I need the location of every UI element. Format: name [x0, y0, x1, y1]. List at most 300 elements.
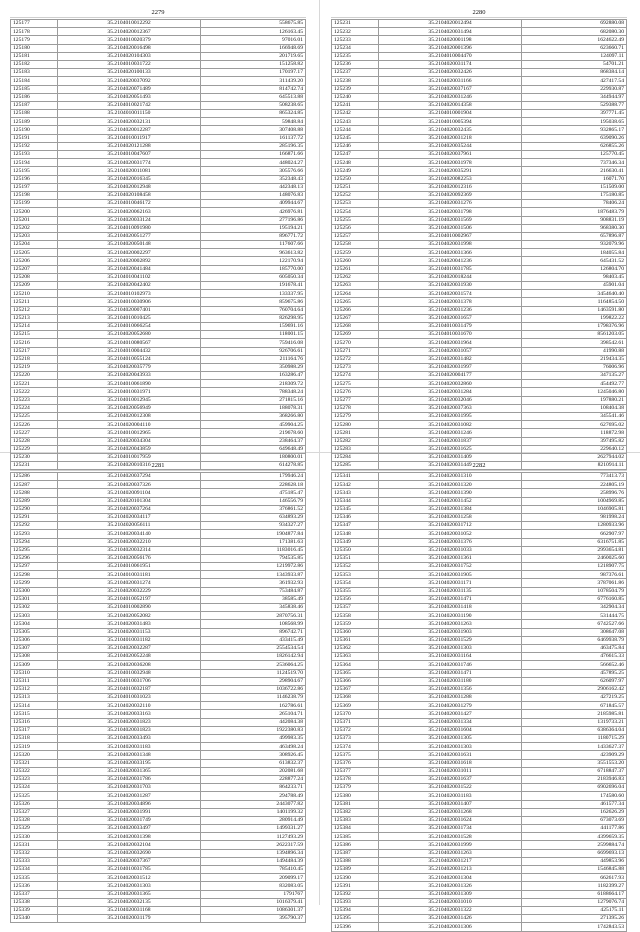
- amount-cell: 350988.29: [201, 363, 306, 371]
- page-number: 2279: [10, 8, 306, 18]
- amount-cell: 1546845.88: [522, 866, 627, 874]
- amount-cell: 963613.82: [201, 249, 306, 257]
- row-number-cell: 125328: [11, 816, 58, 824]
- amount-cell: 108568.99: [201, 620, 306, 628]
- amount-cell: 133337.95: [201, 290, 306, 298]
- table-row: [11, 85, 306, 93]
- table-row: [332, 282, 627, 290]
- account-code-cell: 35.2104010052197: [58, 595, 201, 603]
- table-row: [332, 306, 627, 314]
- account-code-cell: 35.2104020031522: [379, 784, 522, 792]
- table-row: [332, 644, 627, 652]
- amount-cell: 345541.46: [522, 413, 627, 421]
- amount-cell: 463475.84: [522, 644, 627, 652]
- amount-cell: 457895.25: [522, 669, 627, 677]
- table-row: [11, 126, 306, 134]
- table-row: [332, 825, 627, 833]
- account-code-cell: 35.2104020032131: [58, 118, 201, 126]
- amount-cell: 773413.73: [522, 473, 627, 481]
- amount-cell: 932865.17: [522, 126, 627, 134]
- table-row: [332, 388, 627, 396]
- amount-cell: 277196.86: [201, 216, 306, 224]
- amount-cell: 673073.69: [522, 816, 627, 824]
- row-number-cell: 125283: [332, 445, 379, 453]
- account-code-cell: 35.2104020056949: [58, 404, 201, 412]
- amount-cell: 271815.16: [201, 396, 306, 404]
- table-row: [332, 473, 627, 481]
- table-row: [11, 505, 306, 513]
- amount-cell: 148076.83: [201, 191, 306, 199]
- table-row: [11, 751, 306, 759]
- amount-cell: 307408.88: [201, 126, 306, 134]
- account-code-cell: 35.2104010012292: [58, 20, 201, 28]
- table-row: [11, 522, 306, 530]
- row-number-cell: 125380: [332, 792, 379, 800]
- account-code-cell: 35.2104010055124: [58, 355, 201, 363]
- table-row: [332, 538, 627, 546]
- amount-cell: 645513.88: [201, 93, 306, 101]
- table-row: [332, 134, 627, 142]
- amount-cell: 6469938.79: [522, 636, 627, 644]
- account-code-cell: 35.2104010031785: [58, 866, 201, 874]
- table-row: [332, 183, 627, 191]
- table-row: [332, 445, 627, 453]
- account-code-cell: 35.2104020031418: [379, 604, 522, 612]
- amount-cell: 627695.02: [522, 421, 627, 429]
- table-row: [11, 849, 306, 857]
- row-number-cell: 125180: [11, 44, 58, 52]
- account-code-cell: 35.2104020031258: [379, 513, 522, 521]
- table-row: [332, 604, 627, 612]
- amount-cell: 197880.21: [522, 396, 627, 404]
- row-number-cell: 125309: [11, 661, 58, 669]
- row-number-cell: 125197: [11, 183, 58, 191]
- amount-cell: 1183016.45: [201, 546, 306, 554]
- table-row: [332, 363, 627, 371]
- row-number-cell: 125316: [11, 718, 58, 726]
- table-row: [332, 620, 627, 628]
- table-row: [332, 481, 627, 489]
- table-row: [11, 489, 306, 497]
- table-row: [332, 216, 627, 224]
- amount-cell: 41990.88: [522, 347, 627, 355]
- row-number-cell: 125271: [332, 347, 379, 355]
- amount-cell: 926706.61: [201, 347, 306, 355]
- table-row: [332, 331, 627, 339]
- account-code-cell: 35.2104020004110: [58, 421, 201, 429]
- table-row: [11, 726, 306, 734]
- amount-cell: 308926.45: [201, 751, 306, 759]
- amount-cell: 211164.76: [201, 355, 306, 363]
- account-code-cell: 35.2104020031052: [379, 530, 522, 538]
- table-row: [11, 554, 306, 562]
- account-code-cell: 35.2104020031905: [379, 571, 522, 579]
- account-code-cell: 35.2104020031082: [379, 421, 522, 429]
- page-number: 2281: [10, 461, 306, 471]
- account-code-cell: 35.2104010020379: [58, 36, 201, 44]
- account-code-cell: 35.2104020031529: [379, 636, 522, 644]
- table-row: [11, 52, 306, 60]
- amount-cell: 118001.15: [201, 331, 306, 339]
- amount-cell: 2536064.25: [201, 661, 306, 669]
- row-number-cell: 125228: [11, 437, 58, 445]
- table-row: [332, 882, 627, 890]
- account-code-cell: 35.2104020031903: [379, 628, 522, 636]
- row-number-cell: 125232: [332, 28, 379, 36]
- account-code-cell: 35.2104020034896: [58, 800, 201, 808]
- account-code-cell: 35.2104020031712: [379, 522, 522, 530]
- row-number-cell: 125349: [332, 538, 379, 546]
- row-number-cell: 125307: [11, 644, 58, 652]
- row-number-cell: 125373: [332, 735, 379, 743]
- row-number-cell: 125393: [332, 898, 379, 906]
- amount-cell: 162626.29: [522, 808, 627, 816]
- row-number-cell: 125389: [332, 866, 379, 874]
- row-number-cell: 125356: [332, 595, 379, 603]
- account-code-cell: 35.2104020032229: [58, 587, 201, 595]
- account-code-cell: 35.2104020031631: [379, 751, 522, 759]
- account-code-cell: 35.2104010031706: [58, 677, 201, 685]
- account-code-cell: 35.2104020018244: [379, 273, 522, 281]
- table-row: [11, 481, 306, 489]
- amount-cell: 117607.66: [201, 241, 306, 249]
- account-code-cell: 35.2104010047607: [58, 151, 201, 159]
- amount-cell: 395790.37: [201, 915, 306, 923]
- account-code-cell: 35.2104020031304: [379, 874, 522, 882]
- row-number-cell: 125362: [332, 644, 379, 652]
- account-code-cell: 35.2104020031326: [379, 882, 522, 890]
- table-row: [332, 85, 627, 93]
- account-code-cell: 35.2104020012308: [58, 413, 201, 421]
- row-number-cell: 125292: [11, 522, 58, 530]
- amount-cell: 1004969.85: [522, 497, 627, 505]
- table-row: [332, 710, 627, 718]
- table-row: [332, 151, 627, 159]
- table-row: [332, 685, 627, 693]
- table-row: [332, 429, 627, 437]
- page-number: 2280: [331, 8, 627, 18]
- row-number-cell: 125279: [332, 413, 379, 421]
- table-row: [332, 191, 627, 199]
- account-code-cell: 35.2104020062163: [58, 208, 201, 216]
- table-row: [332, 265, 627, 273]
- table-row: [11, 322, 306, 330]
- account-code-cell: 35.2104020104303: [58, 52, 201, 60]
- table-row: [11, 306, 306, 314]
- row-number-cell: 125193: [11, 151, 58, 159]
- amount-cell: 1182399.27: [522, 882, 627, 890]
- amount-cell: 166871.66: [201, 151, 306, 159]
- row-number-cell: 125334: [11, 866, 58, 874]
- row-number-cell: 125379: [332, 784, 379, 792]
- row-number-cell: 125230: [11, 453, 58, 461]
- table-row: [11, 421, 306, 429]
- table-row: [332, 554, 627, 562]
- account-code-cell: 35.2104020033124: [58, 216, 201, 224]
- table-row: [11, 620, 306, 628]
- amount-cell: 448024.27: [201, 159, 306, 167]
- amount-cell: 294788.49: [201, 792, 306, 800]
- amount-cell: 2627944.02: [522, 453, 627, 461]
- table-row: [11, 101, 306, 109]
- table-row: [11, 167, 306, 175]
- amount-cell: 6902696.04: [522, 784, 627, 792]
- amount-cell: 2443077.82: [201, 800, 306, 808]
- ledger-table: [10, 472, 306, 923]
- row-number-cell: 125265: [332, 298, 379, 306]
- amount-cell: 1180715.29: [522, 735, 627, 743]
- amount-cell: 1876483.79: [522, 208, 627, 216]
- row-number-cell: 125227: [11, 429, 58, 437]
- amount-cell: 151258.82: [201, 60, 306, 68]
- account-code-cell: 35.2104020014358: [379, 101, 522, 109]
- table-row: [11, 612, 306, 620]
- table-row: [11, 743, 306, 751]
- table-row: [332, 77, 627, 85]
- row-number-cell: 125266: [332, 306, 379, 314]
- table-row: [11, 28, 306, 36]
- amount-cell: 908831.19: [522, 216, 627, 224]
- table-row: [332, 421, 627, 429]
- account-code-cell: 35.2104010005394: [379, 118, 522, 126]
- amount-cell: 344944.97: [522, 93, 627, 101]
- amount-cell: 125770.45: [522, 151, 627, 159]
- table-row: [332, 743, 627, 751]
- account-code-cell: 35.2104020031190: [379, 612, 522, 620]
- account-code-cell: 35.2104010002967: [379, 232, 522, 240]
- account-code-cell: 35.2104020031398: [58, 833, 201, 841]
- amount-cell: 397771.45: [522, 110, 627, 118]
- account-code-cell: 35.2104020043859: [58, 445, 201, 453]
- amount-cell: 626097.97: [522, 677, 627, 685]
- table-row: [11, 183, 306, 191]
- row-number-cell: 125381: [332, 800, 379, 808]
- account-code-cell: 35.2104020031409: [379, 453, 522, 461]
- account-code-cell: 35.2104020101304: [58, 497, 201, 505]
- table-row: [11, 314, 306, 322]
- row-number-cell: 125200: [11, 208, 58, 216]
- account-code-cell: 35.2104020100133: [58, 69, 201, 77]
- account-code-cell: 35.2104020036208: [58, 661, 201, 669]
- table-row: [332, 36, 627, 44]
- table-row: [11, 857, 306, 865]
- table-row: [332, 784, 627, 792]
- account-code-cell: 35.2104020031348: [58, 751, 201, 759]
- row-number-cell: 125182: [11, 60, 58, 68]
- row-number-cell: 125281: [332, 429, 379, 437]
- amount-cell: 2185985.81: [522, 710, 627, 718]
- account-code-cell: 35.2104020031384: [379, 505, 522, 513]
- table-row: [332, 20, 627, 28]
- row-number-cell: 125215: [11, 331, 58, 339]
- account-code-cell: 35.2104020031174: [379, 60, 522, 68]
- account-code-cell: 35.2104010031670: [379, 331, 522, 339]
- account-code-cell: 35.2104020012287: [58, 126, 201, 134]
- amount-cell: 3787061.86: [522, 579, 627, 587]
- amount-cell: 2906162.42: [522, 685, 627, 693]
- account-code-cell: 35.2104020031218: [379, 134, 522, 142]
- account-code-cell: 35.2104020082253: [379, 175, 522, 183]
- account-code-cell: 35.2104020034140: [58, 530, 201, 538]
- account-code-cell: 35.2104010066254: [58, 322, 201, 330]
- table-row: [11, 628, 306, 636]
- row-number-cell: 125295: [11, 546, 58, 554]
- account-code-cell: 35.2104020032690: [58, 849, 201, 857]
- row-number-cell: 125321: [11, 759, 58, 767]
- row-number-cell: 125181: [11, 52, 58, 60]
- account-code-cell: 35.2104020032135: [58, 898, 201, 906]
- table-row: [11, 767, 306, 775]
- account-code-cell: 35.2104020032210: [58, 538, 201, 546]
- amount-cell: 6742527.66: [522, 620, 627, 628]
- row-number-cell: 125270: [332, 339, 379, 347]
- table-row: [11, 661, 306, 669]
- row-number-cell: 125194: [11, 159, 58, 167]
- table-row: [11, 208, 306, 216]
- amount-cell: 1463591.80: [522, 306, 627, 314]
- account-code-cell: 35.2104020031930: [379, 282, 522, 290]
- amount-cell: 6776160.85: [522, 595, 627, 603]
- row-number-cell: 125183: [11, 69, 58, 77]
- account-code-cell: 35.2104020031390: [379, 489, 522, 497]
- row-number-cell: 125342: [332, 481, 379, 489]
- row-number-cell: 125336: [11, 882, 58, 890]
- table-row: [332, 167, 627, 175]
- row-number-cell: 125284: [332, 453, 379, 461]
- row-number-cell: 125184: [11, 77, 58, 85]
- account-code-cell: 35.2104020031378: [379, 298, 522, 306]
- amount-cell: 2599884.74: [522, 841, 627, 849]
- account-code-cell: 35.2104020031279: [379, 702, 522, 710]
- row-number-cell: 125340: [11, 915, 58, 923]
- table-row: [332, 505, 627, 513]
- amount-cell: 785410.45: [201, 866, 306, 874]
- account-code-cell: 35.2104020032860: [379, 380, 522, 388]
- amount-cell: 865324.85: [201, 110, 306, 118]
- ledger-page-3: [10, 461, 306, 923]
- table-row: [11, 669, 306, 677]
- row-number-cell: 125269: [332, 331, 379, 339]
- table-row: [332, 396, 627, 404]
- table-row: [11, 232, 306, 240]
- account-code-cell: 35.2104010032187: [58, 685, 201, 693]
- table-row: [11, 775, 306, 783]
- account-code-cell: 35.2104020031168: [58, 906, 201, 914]
- table-row: [332, 347, 627, 355]
- row-number-cell: 125216: [11, 339, 58, 347]
- row-number-cell: 125323: [11, 775, 58, 783]
- account-code-cell: 35.2104010021742: [58, 101, 201, 109]
- row-number-cell: 125249: [332, 167, 379, 175]
- account-code-cell: 35.2104020041484: [58, 265, 201, 273]
- row-number-cell: 125363: [332, 653, 379, 661]
- account-code-cell: 35.2104020031268: [379, 808, 522, 816]
- row-number-cell: 125243: [332, 118, 379, 126]
- account-code-cell: 35.2104020031569: [379, 216, 522, 224]
- table-row: [332, 563, 627, 571]
- row-number-cell: 125302: [11, 604, 58, 612]
- row-number-cell: 125263: [332, 282, 379, 290]
- amount-cell: 623660.71: [522, 44, 627, 52]
- table-row: [11, 175, 306, 183]
- amount-cell: 657896.87: [522, 232, 627, 240]
- account-code-cell: 35.2104020001198: [379, 36, 522, 44]
- table-row: [11, 644, 306, 652]
- amount-cell: 3454640.40: [522, 290, 627, 298]
- row-number-cell: 125185: [11, 85, 58, 93]
- account-code-cell: 35.2104020031837: [379, 437, 522, 445]
- row-number-cell: 125306: [11, 636, 58, 644]
- row-number-cell: 125327: [11, 808, 58, 816]
- account-code-cell: 35.2104020043933: [58, 372, 201, 380]
- amount-cell: 1343933.87: [201, 571, 306, 579]
- amount-cell: 6386364.04: [522, 726, 627, 734]
- account-code-cell: 35.2104020004177: [379, 372, 522, 380]
- account-code-cell: 35.2104010032948: [58, 669, 201, 677]
- amount-cell: 409944.67: [201, 200, 306, 208]
- table-row: [11, 718, 306, 726]
- row-number-cell: 125378: [332, 775, 379, 783]
- amount-cell: 265104.71: [201, 710, 306, 718]
- ledger-table: [331, 472, 627, 932]
- amount-cell: 305576.66: [201, 167, 306, 175]
- table-row: [332, 775, 627, 783]
- amount-cell: 759416.08: [201, 339, 306, 347]
- amount-cell: 146556.79: [201, 497, 306, 505]
- amount-cell: 8561203.05: [522, 331, 627, 339]
- row-number-cell: 125258: [332, 241, 379, 249]
- account-code-cell: 35.2104020031483: [58, 620, 201, 628]
- amount-cell: 1127493.29: [201, 833, 306, 841]
- account-code-cell: 35.2104010091980: [58, 224, 201, 232]
- row-number-cell: 125374: [332, 743, 379, 751]
- account-code-cell: 35.2104020011081: [58, 167, 201, 175]
- account-code-cell: 35.2104020032104: [58, 841, 201, 849]
- amount-cell: 184055.84: [522, 249, 627, 257]
- account-code-cell: 35.2104010031181: [58, 571, 201, 579]
- account-code-cell: 35.2104020031263: [379, 620, 522, 628]
- amount-cell: 864233.71: [201, 784, 306, 792]
- row-number-cell: 125213: [11, 314, 58, 322]
- row-number-cell: 125396: [332, 923, 379, 931]
- amount-cell: 174580.60: [522, 792, 627, 800]
- row-number-cell: 125259: [332, 249, 379, 257]
- account-code-cell: 35.2104020056111: [58, 522, 201, 530]
- row-number-cell: 125257: [332, 232, 379, 240]
- table-row: [332, 497, 627, 505]
- account-code-cell: 35.2104020031306: [379, 923, 522, 931]
- amount-cell: 433415.49: [201, 636, 306, 644]
- table-row: [11, 587, 306, 595]
- amount-cell: 1742843.53: [522, 923, 627, 931]
- row-number-cell: 125369: [332, 702, 379, 710]
- amount-cell: 423909.29: [522, 751, 627, 759]
- row-number-cell: 125221: [11, 380, 58, 388]
- amount-cell: 6718847.37: [522, 767, 627, 775]
- row-number-cell: 125210: [11, 290, 58, 298]
- table-row: [11, 530, 306, 538]
- account-code-cell: 35.2104020052680: [58, 331, 201, 339]
- amount-cell: 171381.63: [201, 538, 306, 546]
- row-number-cell: 125314: [11, 702, 58, 710]
- table-row: [332, 413, 627, 421]
- account-code-cell: 35.2104020031426: [379, 915, 522, 923]
- account-code-cell: 35.2104020042402: [58, 282, 201, 290]
- table-row: [332, 513, 627, 521]
- row-number-cell: 125341: [332, 473, 379, 481]
- row-number-cell: 125346: [332, 513, 379, 521]
- row-number-cell: 125329: [11, 825, 58, 833]
